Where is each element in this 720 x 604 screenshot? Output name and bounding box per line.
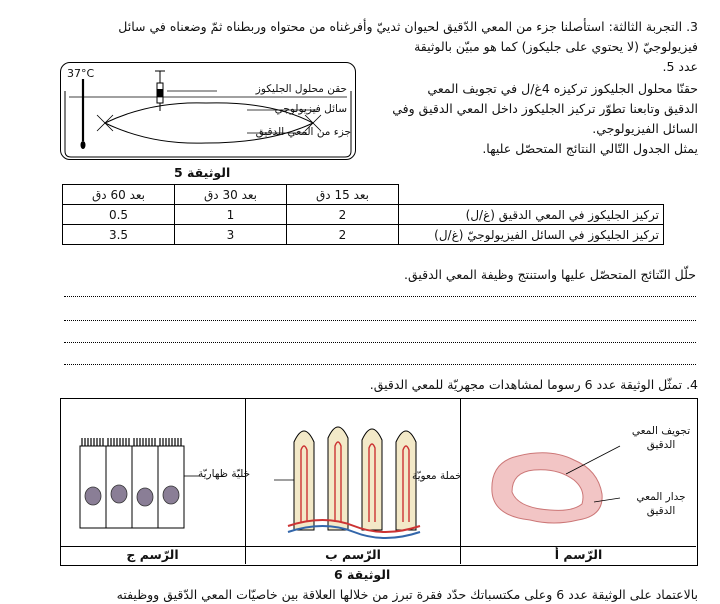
exp3-line1-text: 3. التجربة الثالثة: استأصلنا جزء من المعي الدّقيق لحيوان ثدييّ وأفرغناه من محتواه وربطناه ثمّ وضعناه في سائل xyxy=(118,19,698,34)
doc5-title: الوثيقة 5 xyxy=(174,165,231,180)
answer-line[interactable] xyxy=(64,364,696,365)
table-cell: 0.5 xyxy=(63,205,175,225)
label-villus: خملة معويّة xyxy=(412,470,462,482)
caption-drawing-a: الرّسم أ xyxy=(461,546,696,565)
part4-intro: 4. تمثّل الوثيقة عدد 6 رسوما لمشاهدات مجهريّة للمعي الدقيق. xyxy=(369,377,698,392)
exp3-line4: حقنّا محلول الجليكوز تركيزه 4غ/ل في تجويف المعي xyxy=(427,81,698,96)
table-header-row xyxy=(63,185,664,205)
row-label: تركيز الجليكوز في السائل الفيزيولوجيّ (غ/ل) xyxy=(399,225,664,245)
row-label: تركيز الجليكوز في المعي الدقيق (غ/ل) xyxy=(399,205,664,225)
label-epithelial-cell: خليّة ظهاريّة xyxy=(198,468,251,480)
table-row xyxy=(63,205,664,225)
label-cavity xyxy=(628,424,694,452)
gut-label: جزء من المعي الدقيق xyxy=(255,126,351,138)
doc6-title: الوثيقة 6 xyxy=(334,567,391,582)
exp3-line5: الدقيق وتابعنا تطوّر تركيز الجليكوز داخل المعي الدقيق وفي xyxy=(392,101,698,116)
header-15min: بعد 15 دق xyxy=(287,185,399,205)
label-cavity-line1: تجويف المعي xyxy=(631,425,691,437)
temp-label: 37°C xyxy=(67,67,95,80)
table-row xyxy=(63,225,664,245)
inject-label: حقن محلول الجليكوز xyxy=(255,83,347,95)
table-cell: 3.5 xyxy=(63,225,175,245)
table-cell: 2 xyxy=(287,205,399,225)
label-cavity-line2: الدقيق xyxy=(646,439,676,451)
caption-drawing-c: الرّسم ج xyxy=(60,546,245,565)
caption-drawing-b: الرّسم ب xyxy=(246,546,460,565)
table-cell: 2 xyxy=(287,225,399,245)
label-wall-line1: جدار المعي xyxy=(636,491,686,503)
answer-line[interactable] xyxy=(64,342,696,343)
table-cell: 3 xyxy=(175,225,287,245)
exp3-line2: فيزيولوجيّ (لا يحتوي على جليكوز) كما هو مبيّن بالوثيقة xyxy=(414,39,698,54)
fluid-label: سائل فيزيولوجي xyxy=(274,103,347,115)
exp3-line6: السائل الفيزيولوجي. xyxy=(592,121,698,136)
bottom-text: بالاعتماد على الوثيقة عدد 6 وعلى مكتسباتك حدّد فقرة تبرز من خلالها العلاقة بين خاصيّات المعي الدّقيق ووظيفته xyxy=(116,587,698,602)
setup-figure xyxy=(60,62,356,160)
exp3-line3: عدد 5. xyxy=(662,59,698,74)
exp3-line1 xyxy=(18,18,698,36)
table-cell: 1 xyxy=(175,205,287,225)
table-corner xyxy=(399,185,664,205)
label-wall-line2: الدقيق xyxy=(646,505,676,517)
label-wall xyxy=(628,490,694,518)
doc5-table xyxy=(62,184,664,245)
header-60min: بعد 60 دق xyxy=(63,185,175,205)
question-3: حلّل النّتائج المتحصّل عليها واستنتج وظيفة المعي الدقيق. xyxy=(403,267,696,282)
drawing-a xyxy=(470,402,640,542)
answer-line[interactable] xyxy=(64,320,696,321)
header-30min: بعد 30 دق xyxy=(175,185,287,205)
answer-line[interactable] xyxy=(64,296,696,297)
exp3-line7: يمثل الجدول التّالي النتائج المتحصّل عليها. xyxy=(482,141,698,156)
